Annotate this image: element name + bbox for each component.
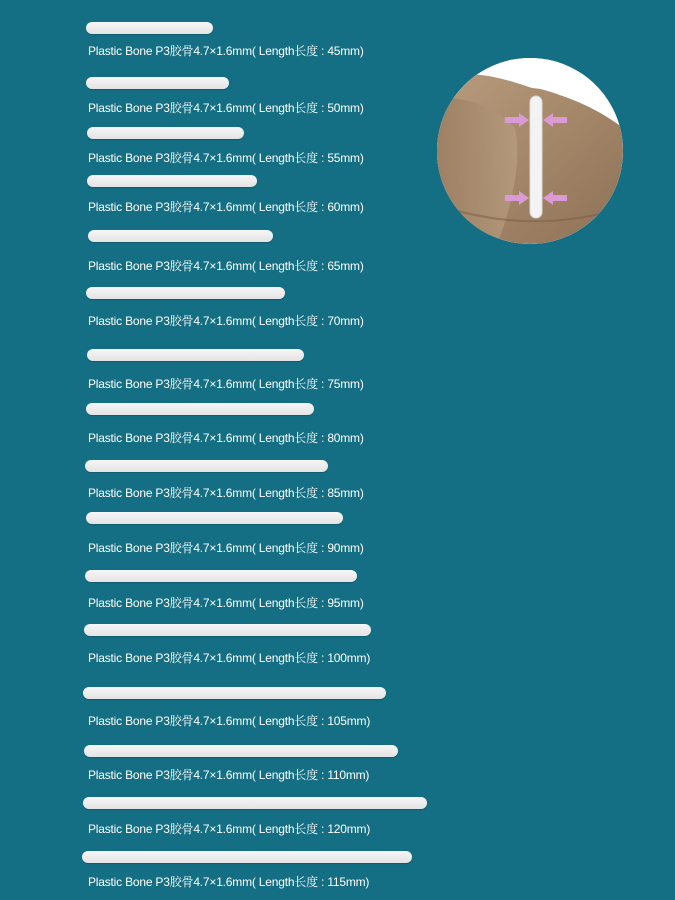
bone-label: Plastic Bone P3胶骨4.7×1.6mm( Length长度 : 90mm) [88,541,364,555]
bone-label: Plastic Bone P3胶骨4.7×1.6mm( Length长度 : 55mm) [88,151,364,165]
bone-shape [88,230,273,242]
bone-label: Plastic Bone P3胶骨4.7×1.6mm( Length长度 : 105mm) [88,714,371,728]
bone-label: Plastic Bone P3胶骨4.7×1.6mm( Length长度 : 45mm) [88,44,364,58]
bone-label: Plastic Bone P3胶骨4.7×1.6mm( Length长度 : 95mm) [88,596,364,610]
bone-shape [87,175,257,187]
bone-shape [86,512,343,524]
bone-label: Plastic Bone P3胶骨4.7×1.6mm( Length长度 : 120mm) [88,822,371,836]
bone-shape [82,851,412,863]
bone-shape [83,797,427,809]
bone-shape [86,22,213,34]
bone-shape [85,460,328,472]
bone-shape [86,77,229,89]
bone-label: Plastic Bone P3胶骨4.7×1.6mm( Length长度 : 115mm) [88,875,370,889]
bone-label: Plastic Bone P3胶骨4.7×1.6mm( Length长度 : 85mm) [88,486,364,500]
bone-shape [86,403,314,415]
bone-shape [84,624,371,636]
bone-label: Plastic Bone P3胶骨4.7×1.6mm( Length长度 : 75mm) [88,377,364,391]
bone-label: Plastic Bone P3胶骨4.7×1.6mm( Length长度 : 80mm) [88,431,364,445]
bone-label: Plastic Bone P3胶骨4.7×1.6mm( Length长度 : 100mm) [88,651,371,665]
bra-bone-photo [437,58,623,244]
bone-label: Plastic Bone P3胶骨4.7×1.6mm( Length长度 : 65mm) [88,259,364,273]
bone-shape [83,687,386,699]
bone-label: Plastic Bone P3胶骨4.7×1.6mm( Length长度 : 60mm) [88,200,364,214]
bone-shape [87,127,244,139]
bone-label: Plastic Bone P3胶骨4.7×1.6mm( Length长度 : 50mm) [88,101,364,115]
bone-shape [87,349,304,361]
bone-shape [85,570,357,582]
bone-shape [84,745,398,757]
bone-label: Plastic Bone P3胶骨4.7×1.6mm( Length长度 : 110mm) [88,768,370,782]
bone-shape [86,287,285,299]
bone-label: Plastic Bone P3胶骨4.7×1.6mm( Length长度 : 70mm) [88,314,364,328]
